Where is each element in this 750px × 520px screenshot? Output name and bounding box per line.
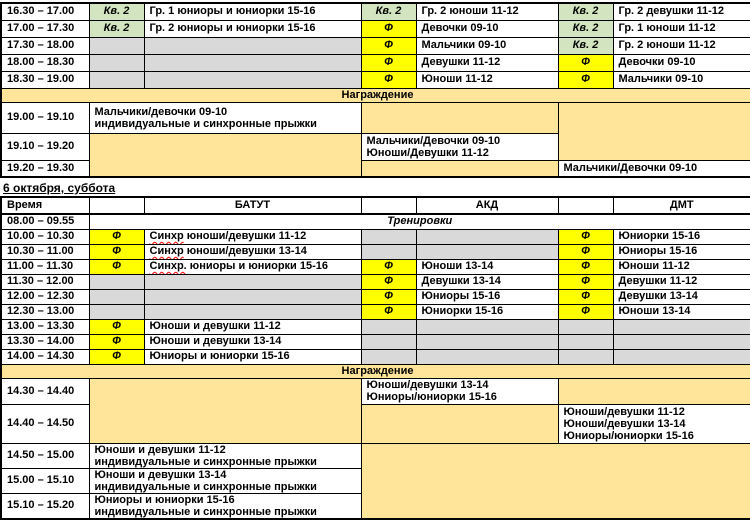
empty-cell [361,319,416,334]
final-flag-cell: Ф [89,349,144,364]
empty-cell [89,304,144,319]
header-row [1,197,750,214]
empty-cell [144,37,361,54]
final-flag-cell: Ф [558,244,613,259]
award-event-line: Юноши/Девушки 11-12 [366,146,489,159]
event-cell: Девочки 09-10 [416,20,558,37]
col-header-akd: АКД [416,197,558,214]
event-cell: Гр. 2 юноши 11-12 [613,37,750,54]
award-event-cell [558,404,750,443]
empty-cell [144,71,361,88]
time-cell: 10.00 – 10.30 [1,229,89,244]
empty-cell [361,404,558,443]
table-row [1,54,750,71]
empty-cell [613,349,750,364]
event-cell: Девушки 13-14 [613,289,750,304]
award-event-line: Юниоры и юниорки 15-16 [94,493,235,506]
event-cell: Юниоры 15-16 [416,289,558,304]
event-cell: Девушки 11-12 [613,274,750,289]
table-row [1,3,750,20]
empty-cell [416,229,558,244]
final-flag-cell: Ф [89,244,144,259]
empty-cell [89,71,144,88]
table-row [1,443,750,468]
award-event-line: Юниоры/юниорки 15-16 [366,391,497,403]
award-event-line: Юноши/девушки 13-14 [366,379,489,391]
final-flag-cell: Ф [558,54,613,71]
time-cell: 11.30 – 12.00 [1,274,89,289]
award-row [1,88,750,102]
final-flag-cell: Ф [89,334,144,349]
misspelled-word: Синхр. [149,260,187,272]
event-cell: Юноши 13-14 [416,259,558,274]
table-row [1,334,750,349]
empty-cell [416,349,558,364]
table-row [1,71,750,88]
final-flag-cell: Ф [558,304,613,319]
award-band: Награждение [1,364,750,378]
event-cell: Юниоры 15-16 [613,244,750,259]
table-row [1,259,750,274]
event-cell: Мальчики 09-10 [613,71,750,88]
training-cell: Тренировки [89,214,750,229]
table-row [1,20,750,37]
event-cell: Гр. 1 юноши 11-12 [613,20,750,37]
time-cell: 11.00 – 11.30 [1,259,89,274]
time-cell: 08.00 – 09.55 [1,214,89,229]
final-flag-cell: Ф [361,54,416,71]
friday-evening-schedule-table [0,2,750,178]
final-flag-cell: Ф [361,20,416,37]
time-cell: 12.30 – 13.00 [1,304,89,319]
award-event-cell [361,133,558,160]
empty-cell [416,334,558,349]
final-flag-cell: Ф [558,71,613,88]
event-cell [144,259,361,274]
award-event-cell [89,443,361,468]
empty-cell [144,289,361,304]
misspelled-word: Синхр [149,230,184,242]
table-row [1,304,750,319]
time-cell: 14.00 – 14.30 [1,349,89,364]
final-flag-cell: Ф [89,259,144,274]
final-flag-cell: Ф [558,229,613,244]
empty-cell [144,274,361,289]
saturday-schedule-table [0,196,750,520]
final-flag-cell: Ф [89,319,144,334]
qualification-flag-cell: Кв. 2 [558,3,613,20]
empty-cell [361,443,750,519]
empty-cell [144,304,361,319]
qualification-flag-cell: Кв. 2 [558,37,613,54]
time-cell: 13.00 – 13.30 [1,319,89,334]
final-flag-cell: Ф [89,229,144,244]
empty-cell [558,102,750,160]
award-event-line: Мальчики/девочки 09-10 [94,105,228,118]
award-row [1,364,750,378]
time-cell: 13.30 – 14.00 [1,334,89,349]
time-cell: 18.30 – 19.00 [1,71,89,88]
event-cell: Юниоры и юниорки 15-16 [144,349,361,364]
empty-cell [89,54,144,71]
time-cell: 18.00 – 18.30 [1,54,89,71]
final-flag-cell: Ф [361,289,416,304]
event-cell: Юноши и девушки 13-14 [144,334,361,349]
table-row [1,229,750,244]
table-row [1,274,750,289]
time-cell: 17.30 – 18.00 [1,37,89,54]
empty-cell [89,197,144,214]
empty-cell [361,102,558,133]
final-flag-cell: Ф [558,274,613,289]
award-event-line: Мальчики/Девочки 09-10 [366,134,501,147]
event-cell: Девушки 13-14 [416,274,558,289]
award-event-line: Юноши/девушки 13-14 [563,417,686,430]
empty-cell [613,334,750,349]
table-row [1,37,750,54]
empty-cell [558,349,613,364]
final-flag-cell: Ф [361,37,416,54]
award-event-line: индивидуальные и синхронные прыжки [94,455,317,468]
empty-cell [89,37,144,54]
time-cell: 17.00 – 17.30 [1,20,89,37]
col-header-trampoline: БАТУТ [144,197,361,214]
event-cell: Гр. 1 юниоры и юниорки 15-16 [144,3,361,20]
table-row [1,319,750,334]
time-cell: 14.40 – 14.50 [1,404,89,443]
event-cell: Девушки 11-12 [416,54,558,71]
empty-cell [89,378,361,443]
empty-cell [361,349,416,364]
award-event-line: Юниоры/юниорки 15-16 [563,429,694,442]
empty-cell [361,334,416,349]
training-row [1,214,750,229]
qualification-flag-cell: Кв. 2 [361,3,416,20]
empty-cell [89,274,144,289]
table-row [1,349,750,364]
qualification-flag-cell: Кв. 2 [89,3,144,20]
award-band: Награждение [1,88,750,102]
final-flag-cell: Ф [361,259,416,274]
empty-cell [361,197,416,214]
award-event-line: Юноши/девушки 11-12 [563,405,685,418]
event-label: юниоры и юниорки 15-16 [186,260,329,272]
event-cell: Гр. 2 юниоры и юниорки 15-16 [144,20,361,37]
time-cell: 15.10 – 15.20 [1,493,89,519]
event-cell: Девочки 09-10 [613,54,750,71]
award-event-cell [89,493,361,519]
event-cell: Юниорки 15-16 [416,304,558,319]
award-event-line: индивидуальные и синхронные прыжки [94,505,317,518]
empty-cell [416,319,558,334]
table-row [1,378,750,404]
final-flag-cell: Ф [558,259,613,274]
day-heading: 6 октября, суббота [3,181,116,195]
empty-cell [558,197,613,214]
final-flag-cell: Ф [558,289,613,304]
col-header-time: Время [1,197,89,214]
event-cell: Юноши 11-12 [613,259,750,274]
award-event-line: Юноши и девушки 11-12 [94,443,226,456]
table-row [1,102,750,133]
empty-cell [558,319,613,334]
misspelled-word: Синхр [149,245,184,257]
col-header-dmt: ДМТ [613,197,750,214]
empty-cell [361,160,558,177]
event-cell [144,244,361,259]
award-event-line: индивидуальные и синхронные прыжки [94,117,317,130]
event-label: юноши/девушки 13-14 [183,245,307,257]
award-event-cell [89,468,361,493]
award-event-line: индивидуальные и синхронные прыжки [94,480,317,493]
final-flag-cell: Ф [361,304,416,319]
empty-cell [361,244,416,259]
event-cell: Юноши 11-12 [416,71,558,88]
time-cell: 15.00 – 15.10 [1,468,89,493]
award-event-line: Юноши и девушки 13-14 [94,468,227,481]
award-event-cell [361,378,558,404]
empty-cell [558,378,750,404]
empty-cell [89,133,361,177]
time-cell: 19.20 – 19.30 [1,160,89,177]
empty-cell [558,334,613,349]
empty-cell [89,289,144,304]
qualification-flag-cell: Кв. 2 [89,20,144,37]
event-cell: Юниорки 15-16 [613,229,750,244]
event-cell: Гр. 2 девушки 11-12 [613,3,750,20]
event-cell: Юноши и девушки 11-12 [144,319,361,334]
empty-cell [361,229,416,244]
award-event-cell: Мальчики/Девочки 09-10 [558,160,750,177]
time-cell: 14.50 – 15.00 [1,443,89,468]
time-cell: 16.30 – 17.00 [1,3,89,20]
final-flag-cell: Ф [361,71,416,88]
final-flag-cell: Ф [361,274,416,289]
time-cell: 19.00 – 19.10 [1,102,89,133]
table-row [1,244,750,259]
award-event-cell [89,102,361,133]
empty-cell [144,54,361,71]
event-cell [144,229,361,244]
event-label: юноши/девушки 11-12 [183,230,307,242]
time-cell: 12.00 – 12.30 [1,289,89,304]
event-cell: Гр. 2 юноши 11-12 [416,3,558,20]
time-cell: 19.10 – 19.20 [1,133,89,160]
empty-cell [416,244,558,259]
table-row [1,289,750,304]
event-cell: Мальчики 09-10 [416,37,558,54]
event-cell: Юноши 13-14 [613,304,750,319]
empty-cell [613,319,750,334]
qualification-flag-cell: Кв. 2 [558,20,613,37]
time-cell: 10.30 – 11.00 [1,244,89,259]
time-cell: 14.30 – 14.40 [1,378,89,404]
